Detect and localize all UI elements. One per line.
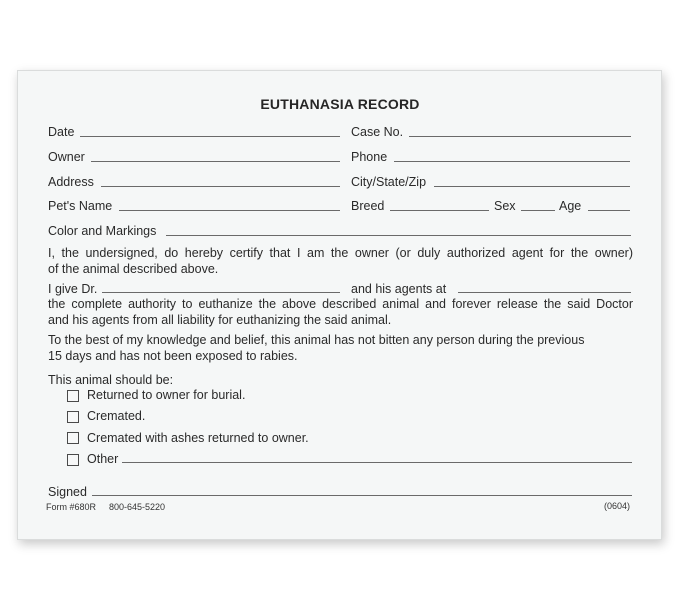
checkbox-cremated[interactable] [67,411,79,423]
knowledge-paragraph [48,333,633,364]
color-markings-label: Color and Markings [48,224,157,238]
pets-name-field[interactable] [119,210,340,211]
certify-line-1: I, the undersigned, do hereby certify that I am the owner (or duly authorized agent for the owner) [48,246,633,260]
city-state-zip-field[interactable] [434,186,630,187]
signed-label: Signed [48,485,87,499]
option-cremated-ashes: Cremated with ashes returned to owner. [87,431,309,445]
phone-field[interactable] [394,161,630,162]
case-no-field[interactable] [409,136,631,137]
give-dr-label: I give Dr. [48,282,98,296]
age-field[interactable] [588,210,630,211]
form-code: (0604) [604,501,631,511]
agents-at-label: and his agents at [351,282,447,296]
breed-field[interactable] [390,210,489,211]
option-returned-burial: Returned to owner for burial. [87,388,246,402]
certify-paragraph [48,246,633,277]
signature-field[interactable] [92,495,632,496]
date-label: Date [48,125,75,139]
authority-line-3: and his agents from all liability for euthanizing the said animal. [48,312,392,327]
checkbox-returned-burial[interactable] [67,390,79,402]
agents-location-field[interactable] [458,292,631,293]
option-cremated: Cremated. [87,409,146,423]
breed-label: Breed [351,199,385,213]
checkbox-other[interactable] [67,454,79,466]
pets-name-label: Pet's Name [48,199,113,213]
address-label: Address [48,175,94,189]
knowledge-line-1: To the best of my knowledge and belief, this animal has not bitten any person during the previous [48,333,585,347]
sex-label: Sex [494,199,516,213]
knowledge-line-2: 15 days and has not been exposed to rabies. [48,348,298,363]
authority-paragraph [48,297,633,328]
case-no-label: Case No. [351,125,404,139]
form-phone: 800-645-5220 [109,502,166,512]
city-state-zip-label: City/State/Zip [351,175,427,189]
form-number: Form #680R [46,502,97,512]
authority-line-2: the complete authority to euthanize the above described animal and forever release the said Doctor [48,297,633,311]
disposition-heading: This animal should be: [48,373,174,387]
other-field[interactable] [122,462,632,463]
date-field[interactable] [80,136,340,137]
checkbox-cremated-ashes[interactable] [67,432,79,444]
color-markings-field[interactable] [166,235,631,236]
owner-field[interactable] [91,161,340,162]
certify-line-2: of the animal described above. [48,261,219,276]
age-label: Age [559,199,582,213]
address-field[interactable] [101,186,340,187]
form-title: EUTHANASIA RECORD [260,96,420,112]
sex-field[interactable] [521,210,555,211]
option-other: Other [87,452,119,466]
doctor-name-field[interactable] [102,292,340,293]
phone-label: Phone [351,150,388,164]
owner-label: Owner [48,150,85,164]
